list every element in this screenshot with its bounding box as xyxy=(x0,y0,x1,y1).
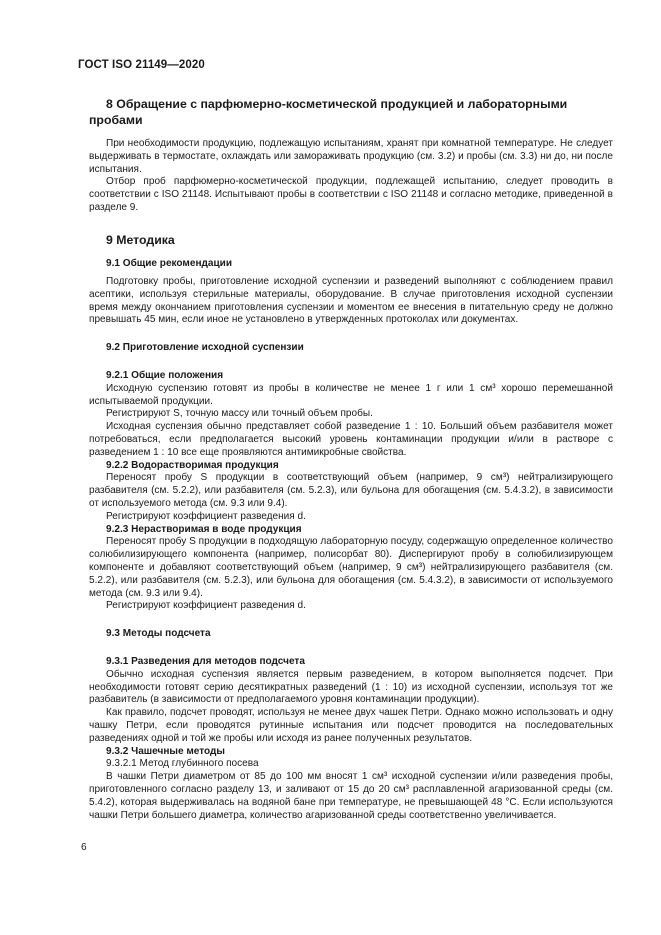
section-9-2-2-title: 9.2.2 Водорастворимая продукция xyxy=(106,459,279,471)
section-9-3-2-1-title: 9.3.2.1 Метод глубинного посева xyxy=(106,758,259,770)
section-8-title: 8 Обращение с парфюмерно-косметической продукцией и лабораторными пробами xyxy=(89,97,568,127)
section-9-2-3-paragraph-1: Переносят пробу S продукции в подходящую лабораторную посуду, содержащую определенное количество солюбилизирующего компонента (например, полисорбат 80). Диспергируют пробу в солюбилизирующем компоненте и добавляют соответствующий объем (например, 9 см³) нейтрализирующего разбавителя (см. 5.2.2), или разбавителя (см. 5.2.3), или бульона для обогащения (см. 5.4.3.2), в зависимости от используемого метода (см. 9.3 или 9.4). xyxy=(89,536,613,599)
page-number: 6 xyxy=(81,842,87,853)
section-9-3-1-paragraph-2: Как правило, подсчет проводят, используя не менее двух чашек Петри. Однако можно использовать и одну чашку Петри, если проводятся рутинные испытания или подсчет проводится на последовательных разведениях одной и той же пробы или исходя из ранее полученных результатов. xyxy=(89,707,613,744)
section-9-2-1-paragraph-1: Исходную суспензию готовят из пробы в количестве не менее 1 г или 1 см³ хорошо перемешанной испытываемой продукции. xyxy=(89,382,613,407)
section-9-1-title: 9.1 Общие рекомендации xyxy=(106,258,233,270)
section-9-2-1-paragraph-2: Регистрируют S, точную массу или точный объем пробы. xyxy=(106,408,373,420)
section-9-3-1-title: 9.3.1 Разведения для методов подсчета xyxy=(106,656,305,667)
section-9-3-2-1-paragraph: В чашки Петри диаметром от 85 до 100 мм вносят 1 см³ исходной суспензии и/или разведения пробы, приготовленного согласно разделу 13, и заливают от 15 до 20 см³ расплавленной агаризованной среды (см. 5.4.2), которая выдерживалась на водяной бане при температуре, не превышающей 48 °С. Если используются чашки Петри большего диаметра, количество агаризованной среды соответственно увеличивается. xyxy=(89,771,613,821)
page-content xyxy=(89,97,613,822)
section-9-2-3-title: 9.2.3 Нерастворимая в воде продукция xyxy=(106,523,302,535)
section-9-2-title: 9.2 Приготовление исходной суспензии xyxy=(106,342,304,354)
section-9-2-1-paragraph-3: Исходная суспензия обычно представляет собой разведение 1 : 10. Больший объем разбавителя может потребоваться, если предполагается высокий уровень контаминации продукции и/или в растворе с разведением 1 : 10 все еще проявляются антимикробные свойства. xyxy=(89,421,613,458)
section-9-title: 9 Методика xyxy=(106,232,175,247)
running-header: ГОСТ ISO 21149—2020 xyxy=(78,59,205,71)
section-9-3-2-title: 9.3.2 Чашечные методы xyxy=(106,745,225,757)
section-9-3-1-paragraph-1: Обычно исходная суспензия является первым разведением, в котором выполняется подсчет. При необходимости готовят серию десятикратных разведений (1 : 10) из исходной суспензии, используя тот же разбавитель (в зависимости от предполагаемого уровня контаминации продукции). xyxy=(89,668,613,706)
section-9-2-3-paragraph-2: Регистрируют коэффициент разведения d. xyxy=(106,600,306,612)
section-8-paragraph-1: При необходимости продукцию, подлежащую испытаниям, хранят при комнатной температуре. Не следует выдерживать в термостате, охлаждать или замораживать продукцию (см. 3.2) и пробы (см. 3.3) ни до, ни после испытания. xyxy=(89,138,613,175)
section-9-2-2-paragraph-2: Регистрируют коэффициент разведения d. xyxy=(106,510,306,522)
section-9-1-paragraph: Подготовку пробы, приготовление исходной суспензии и разведений выполняют с соблюдением правил асептики, используя стерильные материалы, оборудование. В случае приготовления исходной суспензии время между окончанием приготовления суспензии и моментом ее внесения в питательную среду не должно превышать 45 мин, если иное не установлено в утвержденных протоколах или документах. xyxy=(89,276,613,326)
section-9-2-2-paragraph-1: Переносят пробу S продукции в соответствующий объем (например, 9 см³) нейтрализирующего разбавителя (см. 5.2.2), или разбавителя (см. 5.2.3), или бульона для обогащения (см. 5.4.3.2), в зависимости от используемого метода (см. 9.3 или 9.4). xyxy=(89,472,613,510)
section-9-2-1-title: 9.2.1 Общие положения xyxy=(106,370,224,382)
section-9-3-title: 9.3 Методы подсчета xyxy=(106,628,211,640)
section-8-paragraph-2: Отбор проб парфюмерно-косметической продукции, подлежащей испытанию, следует проводить в соответствии с ISO 21148. Испытывают пробы в соответствии с ISO 21148 и согласно методике, приведенной в разделе 9. xyxy=(89,176,613,213)
